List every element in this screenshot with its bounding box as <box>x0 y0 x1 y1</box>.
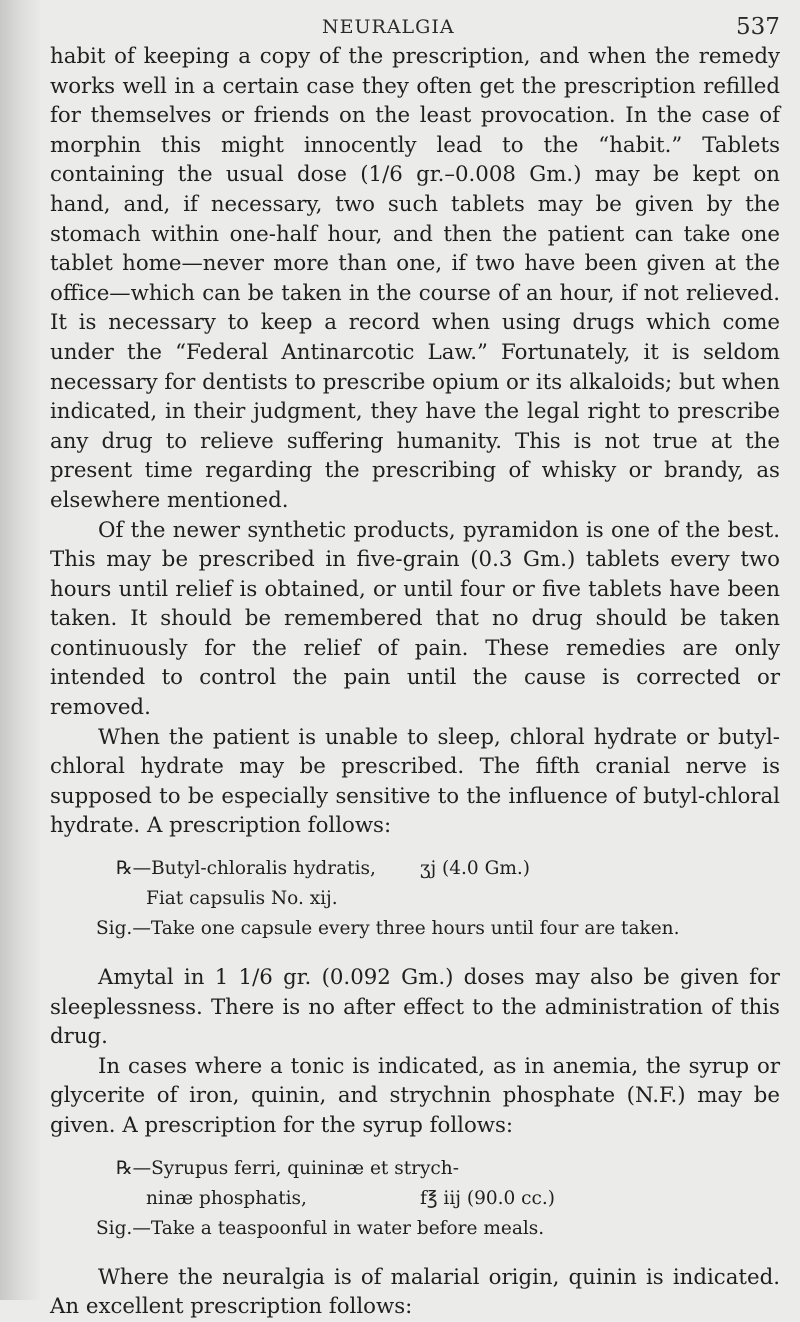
prescription-syrup <box>50 1155 780 1245</box>
prescription-line <box>50 855 780 885</box>
prescription-signa: Sig.—Take a teaspoonful in water before meals. <box>96 1217 545 1239</box>
page-number: 537 <box>736 14 780 40</box>
prescription-ingredient-continued: ninæ phosphatis, <box>146 1187 307 1209</box>
prescription-ingredient: ℞—Syrupus ferri, quininæ et strych- <box>116 1157 459 1179</box>
paragraph-amytal: Amytal in 1 1/6 gr. (0.092 Gm.) doses may also be given for sleeplessness. There is no after effect to the administration of this drug. <box>50 965 780 1050</box>
prescription-line <box>50 1185 780 1215</box>
running-title: NEURALGIA <box>322 16 455 38</box>
paragraph-morphin-habit: habit of keeping a copy of the prescription, and when the remedy works well in a certain case they often get the prescription refilled for themselves or friends on the least provocation. In the case of morphin this might innocently lead to the “habit.” Tablets containing the usual dose (1/6 gr.–0.008 Gm.) may be kept on hand, and, if necessary, two such tablets may be given by the stomach within one-half hour, and then the patient can take one tablet home—never more than one, if two have been given at the office—which can be taken in the course of an hour, if not relieved. It is necessary to keep a record when using drugs which come under the “Federal Antinarcotic Law.” Fortunately, it is seldom necessary for dentists to prescribe opium or its alkaloids; but when indicated, in their judgment, they have the legal right to prescribe any drug to relieve suffering humanity. This is not true at the present time regarding the prescribing of whisky or brandy, as elsewhere mentioned. <box>50 44 780 513</box>
prescription-quantity: ʒj (4.0 Gm.) <box>420 858 530 880</box>
prescription-ingredient: ℞—Butyl-chloralis hydratis, <box>116 858 376 880</box>
prescription-signa: Sig.—Take one capsule every three hours until four are taken. <box>96 918 680 940</box>
paragraph-tonic: In cases where a tonic is indicated, as in anemia, the syrup or glycerite of iron, quinin, and strychnin phosphate (N.F.) may be given. A prescription for the syrup follows: <box>50 1053 780 1138</box>
paragraph-pyramidon: Of the newer synthetic products, pyramidon is one of the best. This may be prescribed in five-grain (0.3 Gm.) tablets every two hours until relief is obtained, or until four or five tablets have been taken. It should be remembered that no drug should be taken continuously for the relief of pain. These remedies are only intended to control the pain until the cause is corrected or removed. <box>50 517 780 721</box>
paragraph-malarial: Where the neuralgia is of malarial origin, quinin is indicated. An excellent prescription follows: <box>50 1264 780 1320</box>
prescription-line <box>50 1155 780 1185</box>
prescription-butyl-chloral <box>50 855 780 945</box>
prescription-quantity: f℥ iij (90.0 cc.) <box>420 1187 555 1209</box>
page-header <box>0 14 800 44</box>
page-gutter-shadow <box>0 0 42 1300</box>
paragraph-chloral-hydrate: When the patient is unable to sleep, chloral hydrate or butyl-chloral hydrate may be prescribed. The fifth cranial nerve is supposed to be especially sensitive to the influence of butyl-chloral hydrate. A prescription follows: <box>50 724 780 839</box>
page-body <box>50 42 780 1322</box>
prescription-instruction: Fiat capsulis No. xij. <box>146 888 338 910</box>
